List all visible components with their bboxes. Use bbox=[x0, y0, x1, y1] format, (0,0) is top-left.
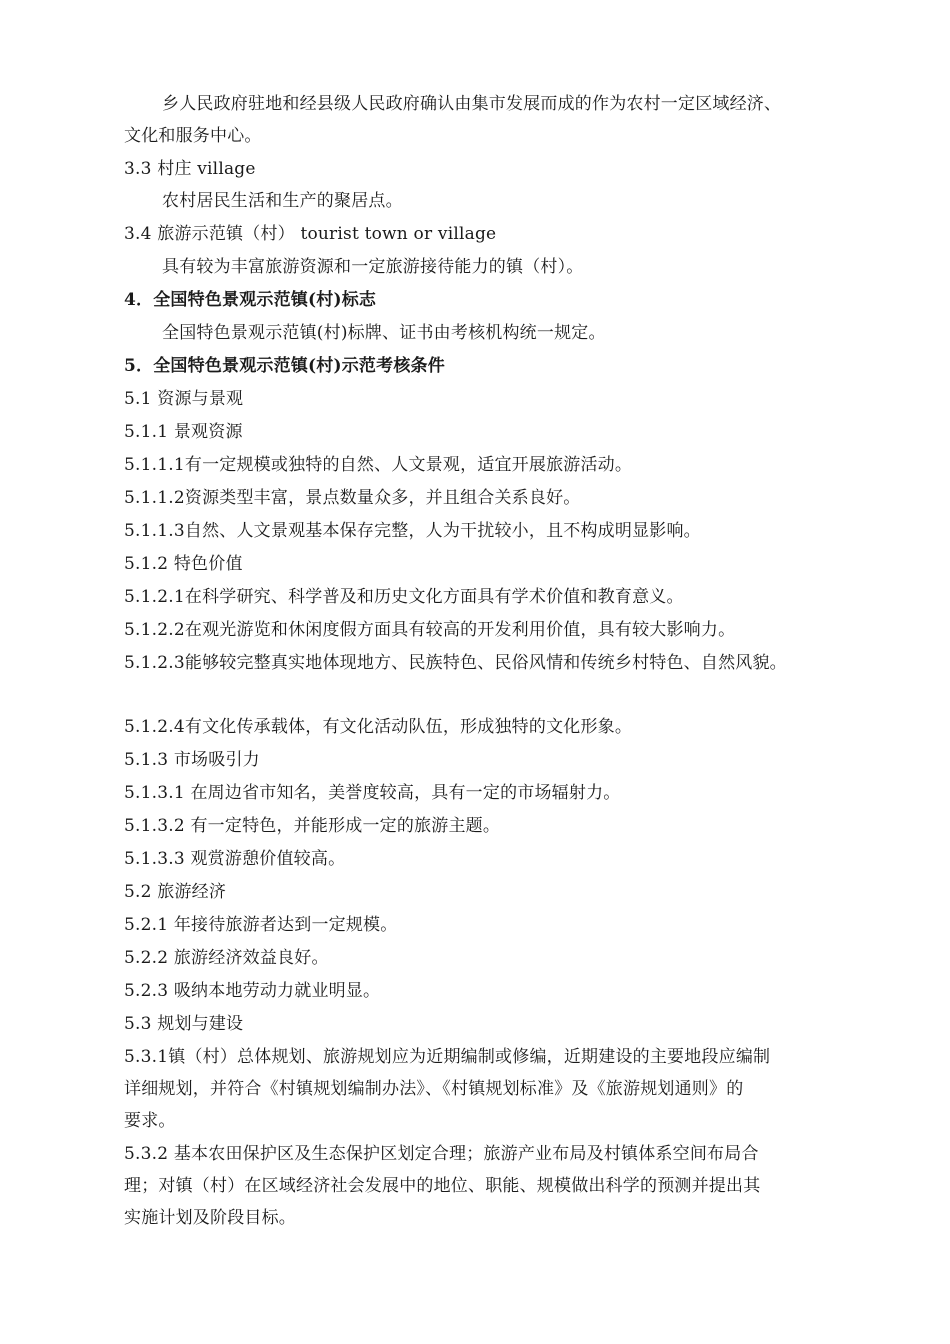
item-5-2-3: 5.2.3 吸纳本地劳动力就业明显。 bbox=[124, 981, 381, 1001]
heading-3-4-tourist-town: 3.4 旅游示范镇（村） tourist town or village bbox=[124, 224, 497, 244]
paragraph-section-4: 全国特色景观示范镇(村)标牌、证书由考核机构统一规定。 bbox=[162, 323, 606, 343]
item-5-1-1-3: 5.1.1.3自然、人文景观基本保存完整，人为干扰较小，且不构成明显影响。 bbox=[124, 521, 701, 541]
heading-3-3-village: 3.3 村庄 village bbox=[124, 159, 256, 179]
item-5-1-3-1: 5.1.3.1 在周边省市知名，美誉度较高，具有一定的市场辐射力。 bbox=[124, 783, 621, 803]
heading-5-1-3: 5.1.3 市场吸引力 bbox=[124, 750, 260, 770]
heading-5-1: 5.1 资源与景观 bbox=[124, 389, 244, 409]
item-5-1-2-4: 5.1.2.4有文化传承载体，有文化活动队伍，形成独特的文化形象。 bbox=[124, 717, 633, 737]
item-5-1-3-3: 5.1.3.3 观赏游憩价值较高。 bbox=[124, 849, 346, 869]
section-5-heading: 5．全国特色景观示范镇(村)示范考核条件 bbox=[124, 356, 445, 376]
paragraph-village-definition: 农村居民生活和生产的聚居点。 bbox=[162, 191, 403, 211]
item-5-1-1-1: 5.1.1.1有一定规模或独特的自然、人文景观，适宜开展旅游活动。 bbox=[124, 455, 633, 475]
item-5-1-2-3: 5.1.2.3能够较完整真实地体现地方、民族特色、民俗风情和传统乡村特色、自然风貌。 bbox=[124, 653, 787, 673]
heading-5-1-1: 5.1.1 景观资源 bbox=[124, 422, 243, 442]
item-5-3-1-line-2: 详细规划，并符合《村镇规划编制办法》、《村镇规划标准》及《旅游规划通则》的 bbox=[124, 1079, 744, 1099]
item-5-2-2: 5.2.2 旅游经济效益良好。 bbox=[124, 948, 329, 968]
heading-5-1-2: 5.1.2 特色价值 bbox=[124, 554, 243, 574]
item-5-1-2-2: 5.1.2.2在观光游览和休闲度假方面具有较高的开发利用价值，具有较大影响力。 bbox=[124, 620, 736, 640]
item-5-3-2-line-3: 实施计划及阶段目标。 bbox=[124, 1208, 296, 1228]
item-5-3-2-line-2: 理；对镇（村）在区域经济社会发展中的地位、职能、规模做出科学的预测并提出其 bbox=[124, 1176, 761, 1196]
paragraph-town-definition-line-1: 乡人民政府驻地和经县级人民政府确认由集市发展而成的作为农村一定区域经济、 bbox=[162, 94, 782, 114]
heading-5-2: 5.2 旅游经济 bbox=[124, 882, 227, 902]
item-5-1-1-2: 5.1.1.2资源类型丰富，景点数量众多，并且组合关系良好。 bbox=[124, 488, 581, 508]
item-5-3-1-line-3: 要求。 bbox=[124, 1111, 176, 1131]
item-5-1-3-2: 5.1.3.2 有一定特色，并能形成一定的旅游主题。 bbox=[124, 816, 501, 836]
section-4-heading: 4．全国特色景观示范镇(村)标志 bbox=[124, 290, 377, 310]
paragraph-town-definition-line-2: 文化和服务中心。 bbox=[124, 126, 262, 146]
item-5-2-1: 5.2.1 年接待旅游者达到一定规模。 bbox=[124, 915, 398, 935]
paragraph-tourist-town-definition: 具有较为丰富旅游资源和一定旅游接待能力的镇（村）。 bbox=[162, 257, 584, 277]
item-5-3-2-line-1: 5.3.2 基本农田保护区及生态保护区划定合理；旅游产业布局及村镇体系空间布局合 bbox=[124, 1144, 759, 1164]
item-5-3-1-line-1: 5.3.1镇（村）总体规划、旅游规划应为近期编制或修编，近期建设的主要地段应编制 bbox=[124, 1047, 771, 1067]
item-5-1-2-1: 5.1.2.1在科学研究、科学普及和历史文化方面具有学术价值和教育意义。 bbox=[124, 587, 684, 607]
heading-5-3: 5.3 规划与建设 bbox=[124, 1014, 244, 1034]
